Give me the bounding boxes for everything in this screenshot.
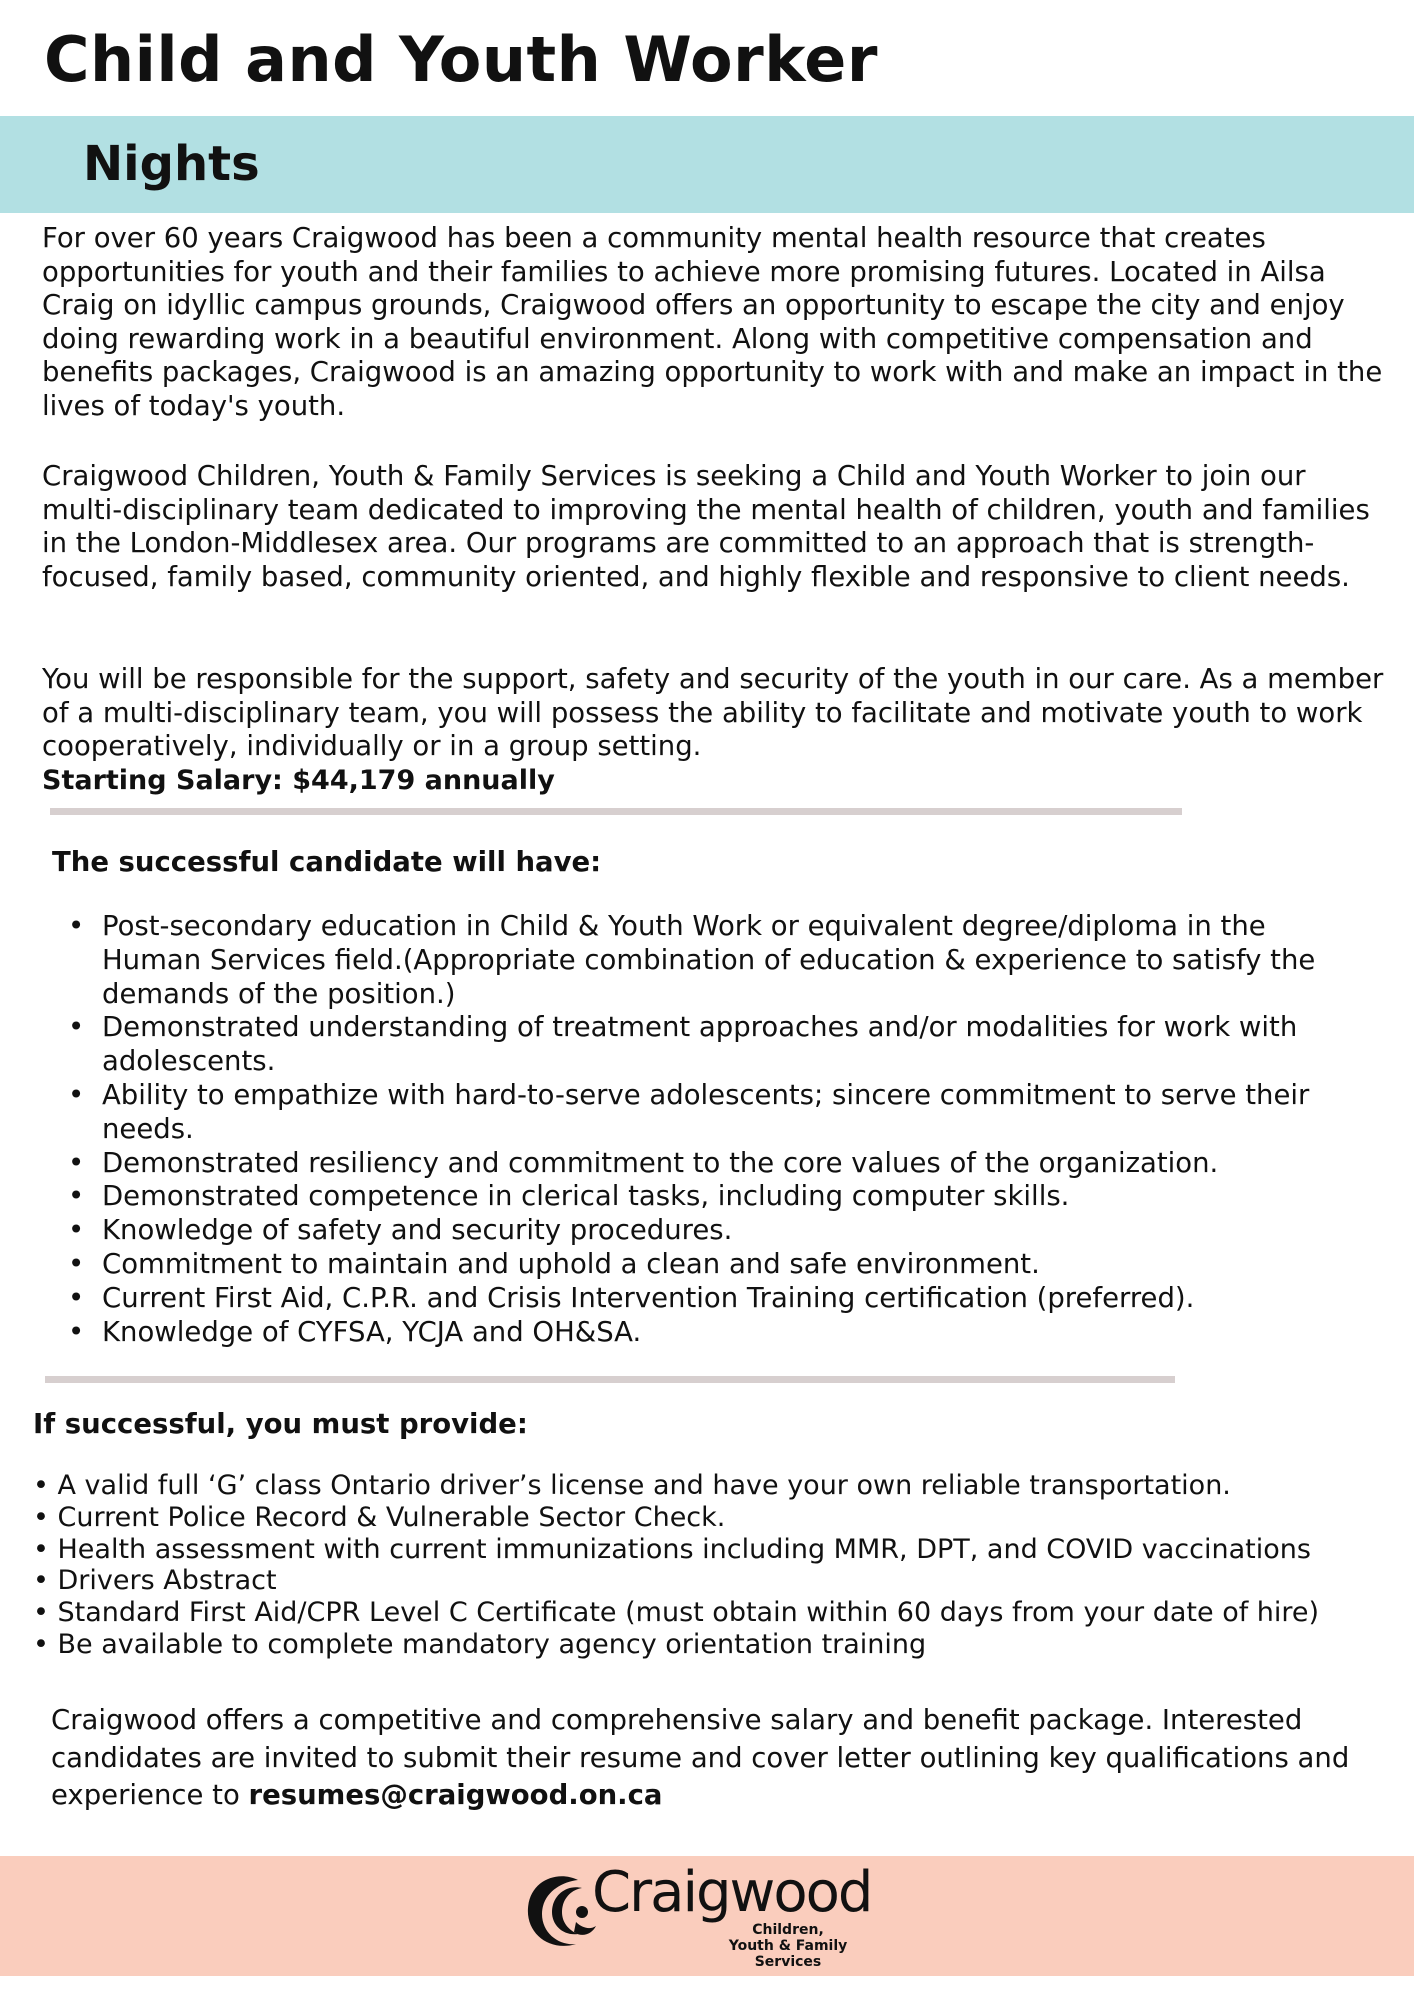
contact-email-link[interactable]: resumes@craigwood.on.ca — [248, 1779, 663, 1811]
list-item-text: Post-secondary education in Child & Youth Work or equivalent degree/diploma in the Human Services field.(Appropriate combination of education & experience to satisfy the demands of the position.) — [102, 910, 1316, 1010]
page-subtitle: Nights — [83, 136, 260, 192]
qualifications-heading: The successful candidate will have: — [52, 846, 602, 878]
intro-paragraph-1: For over 60 years Craigwood has been a community mental health resource that creates opportunities for youth and their families to achieve more promising futures. Located in Ailsa Craig on idyllic campus grounds, Craigwood offers an opportunity to escape the city and enjoy doing rewarding work in a beautiful environment. Along with competitive compensation and benefits packages, Craigwood is an amazing opportunity to work with and make an impact in the lives of today's youth. — [42, 222, 1383, 422]
list-item: • Current Police Record & Vulnerable Sector Check. — [33, 1501, 726, 1533]
divider — [50, 808, 1182, 815]
bullet-icon: • — [68, 1214, 85, 1247]
list-item — [52, 910, 1322, 1011]
craigwood-logo — [520, 1860, 872, 1970]
list-item-text: Demonstrated resiliency and commitment to the core values of the organization. — [102, 1146, 1219, 1179]
page-title: Child and Youth Worker — [44, 23, 878, 96]
list-item — [52, 1079, 1322, 1147]
qualifications-list — [52, 910, 1322, 1349]
list-item-text: Knowledge of CYFSA, YCJA and OH&SA. — [102, 1315, 642, 1348]
list-item-text: Demonstrated understanding of treatment approaches and/or modalities for work with adolescents. — [102, 1011, 1298, 1078]
list-item — [52, 1214, 1322, 1248]
intro-paragraph-3: You will be responsible for the support, safety and security of the youth in our care. As a member of a multi-disciplinary team, you will possess the ability to facilitate and motivate youth to work cooperatively, individually or in a group setting. — [42, 663, 1384, 762]
bullet-icon: • — [68, 1247, 85, 1280]
bullet-icon: • — [68, 1146, 85, 1179]
list-item: • Be available to complete mandatory agency orientation training — [33, 1628, 927, 1660]
list-item-text: Commitment to maintain and uphold a clean and safe environment. — [102, 1247, 1040, 1280]
bullet-icon: • — [68, 1011, 85, 1044]
starting-salary: Starting Salary: $44,179 annually — [42, 765, 555, 796]
list-item — [52, 1147, 1322, 1181]
list-item — [52, 1011, 1322, 1079]
list-item: • Drivers Abstract — [33, 1565, 277, 1597]
bullet-icon: • — [68, 1180, 85, 1213]
footer-band — [0, 1856, 1414, 1976]
intro-paragraph-2: Craigwood Children, Youth & Family Services is seeking a Child and Youth Worker to join our multi-disciplinary team dedicated to improving the mental health of children, youth and families in the London-Middlesex area. Our programs are committed to an approach that is strength-focused, family based, community oriented, and highly flexible and responsive to client needs. — [42, 460, 1370, 593]
list-item-text: Demonstrated competence in clerical tasks, including computer skills. — [102, 1180, 1070, 1213]
bullet-icon: • — [68, 1078, 85, 1111]
swirl-logo-icon — [520, 1868, 600, 1958]
closing-paragraph — [51, 1702, 1381, 1815]
requirements-heading: If successful, you must provide: — [33, 1408, 528, 1440]
list-item — [52, 1248, 1322, 1282]
list-item: • Health assessment with current immunizations including MMR, DPT, and COVID vaccinations — [33, 1533, 1311, 1565]
subtitle-band — [0, 116, 1414, 213]
bullet-icon: • — [68, 1281, 85, 1314]
list-item-text: Knowledge of safety and security procedures. — [102, 1214, 733, 1247]
closing-text: Craigwood offers a competitive and comprehensive salary and benefit package. Interested candidates are invited to submit their resume and cover letter outlining key qualifications and experience to — [51, 1704, 1350, 1811]
requirements-list — [33, 1470, 1393, 1661]
list-item — [52, 1282, 1322, 1316]
list-item — [52, 1316, 1322, 1350]
bullet-icon: • — [68, 910, 85, 942]
list-item-text: Ability to empathize with hard-to-serve adolescents; sincere commitment to serve their needs. — [102, 1078, 1310, 1145]
list-item — [52, 1180, 1322, 1214]
divider — [45, 1376, 1175, 1383]
list-item-text: Current First Aid, C.P.R. and Crisis Intervention Training certification (preferred). — [102, 1281, 1195, 1314]
bullet-icon: • — [68, 1315, 85, 1348]
logo-tagline: Children, Youth & Family Services — [728, 1922, 848, 1970]
logo-wordmark: Craigwood — [592, 1860, 872, 1925]
list-item: • A valid full ‘G’ class Ontario driver’s license and have your own reliable transportation. — [33, 1470, 1231, 1501]
list-item: • Standard First Aid/CPR Level C Certificate (must obtain within 60 days from your date of hire) — [33, 1597, 1320, 1629]
